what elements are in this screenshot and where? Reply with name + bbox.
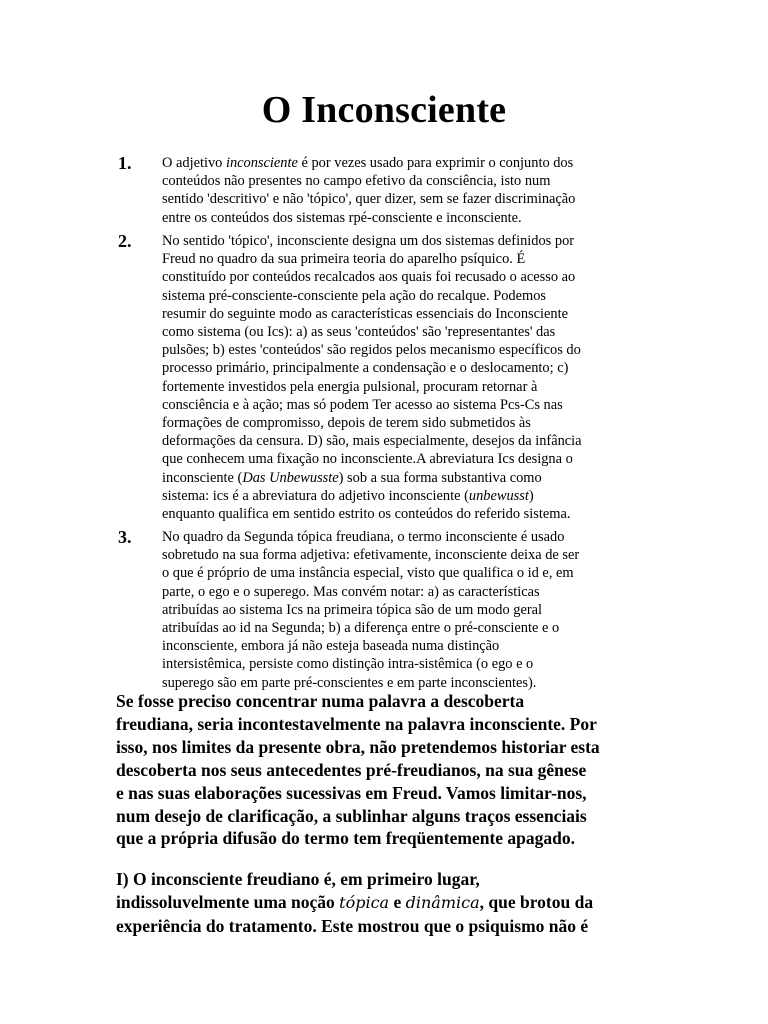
list-item-number: 3.: [118, 527, 132, 547]
text-line: [162, 396, 662, 414]
text-run: processo primário, principalmente a condensação e o deslocamento; c): [162, 360, 569, 377]
text-line: [162, 250, 662, 268]
text-run: e: [389, 891, 406, 912]
text-run: atribuídas ao id na Segunda; b) a diferença entre o pré-consciente e o: [162, 620, 560, 637]
text-run: O adjetivo: [162, 155, 226, 171]
text-line: [162, 655, 662, 673]
list-item-paragraph: [162, 232, 662, 523]
list-item-number: 1.: [118, 153, 132, 173]
text-line: [162, 209, 662, 227]
text-run: num desejo de clarificação, a sublinhar alguns traços essenciais: [116, 805, 587, 826]
text-line: [162, 154, 662, 172]
italic-term: inconsciente: [225, 155, 298, 171]
text-run: freudiana, seria incontestavelmente na palavra inconsciente. Por: [116, 713, 597, 734]
text-run: resumir do seguinte modo as características essenciais do Inconsciente: [162, 305, 568, 322]
text-run: atribuídas ao sistema Ics na primeira tópica são de um modo geral: [162, 601, 543, 618]
text-line: [162, 190, 662, 208]
text-run: experiência do tratamento. Este mostrou que o psiquismo não é: [116, 915, 589, 936]
text-run: ): [528, 487, 534, 504]
text-run: descoberta nos seus antecedentes pré-freudianos, na sua gênese: [116, 759, 587, 780]
text-run: enquanto qualifica em sentido estrito os conteúdos do referido sistema.: [162, 506, 571, 523]
text-run: que conhecem uma fixação no inconsciente.A abreviatura Ics designa o: [162, 451, 573, 468]
italic-term: tópica: [339, 892, 390, 912]
text-run: , que brotou da: [479, 891, 594, 912]
text-line: [162, 232, 662, 250]
body-paragraph: [116, 868, 656, 938]
text-line: [116, 915, 656, 938]
italic-term: Das Unbewusste: [242, 469, 339, 486]
text-line: [162, 505, 662, 523]
text-run: que a própria difusão do termo tem freqüentemente apagado.: [116, 828, 576, 849]
text-line: [162, 172, 662, 190]
text-run: sobretudo na sua forma adjetiva: efetivamente, inconsciente deixa de ser: [162, 547, 580, 564]
text-line: [116, 782, 656, 805]
text-line: [162, 619, 662, 637]
text-line: [116, 827, 656, 850]
text-line: [162, 378, 662, 396]
text-run: intersistêmica, persiste como distinção intra-sistêmica (o ego e o: [162, 656, 534, 673]
text-line: [116, 736, 656, 759]
text-run: entre os conteúdos dos sistemas rpé-consciente e inconsciente.: [162, 209, 522, 226]
body-paragraph: [116, 690, 656, 850]
text-line: [162, 583, 662, 601]
list-item-paragraph: [162, 528, 662, 692]
text-line: [162, 323, 662, 341]
text-run: ) sob a sua forma substantiva como: [338, 469, 542, 486]
text-run: No quadro da Segunda tópica freudiana, o termo inconsciente é usado: [162, 529, 565, 545]
text-run: e nas suas elaborações sucessivas em Freud. Vamos limitar-nos,: [116, 782, 587, 803]
text-run: pulsões; b) estes 'conteúdos' são regidos pelos mecanismo específicos do: [162, 342, 581, 359]
text-run: como sistema (ou Ics): a) as seus 'conteúdos' são 'representantes' das: [162, 324, 556, 341]
text-run: conteúdos não presentes no campo efetivo da consciência, isto num: [162, 173, 551, 190]
text-run: consciência e à ação; mas só podem Ter acesso ao sistema Pcs-Cs nas: [162, 396, 563, 413]
text-line: [116, 891, 656, 915]
text-line: [162, 414, 662, 432]
text-run: parte, o ego e o superego. Mas convém notar: a) as características: [162, 583, 540, 600]
text-run: constituído por conteúdos recalcados aos quais foi recusado o acesso ao: [162, 269, 576, 286]
text-line: [162, 564, 662, 582]
text-run: sistema: ics é a abreviatura do adjetivo inconsciente (: [162, 487, 469, 504]
page-title: O Inconsciente: [261, 89, 507, 131]
text-line: [162, 546, 662, 564]
text-line: [162, 359, 662, 377]
text-line: [162, 469, 662, 487]
text-run: o que é próprio de uma instância especial, visto que qualifica o id e, em: [162, 565, 574, 582]
text-line: [162, 287, 662, 305]
text-line: [116, 868, 656, 891]
text-run: inconsciente, embora já não esteja baseada numa distinção: [162, 638, 500, 655]
text-line: [162, 450, 662, 468]
list-item-paragraph: [162, 154, 662, 227]
text-run: formações de compromisso, depois de terem sido submetidos às: [162, 415, 531, 432]
text-line: [116, 805, 656, 828]
text-run: indissoluvelmente uma noção: [116, 891, 340, 912]
text-run: deformações da censura. D) são, mais especialmente, desejos da infância: [162, 433, 582, 450]
text-run: isso, nos limites da presente obra, não pretendemos historiar esta: [116, 736, 600, 757]
text-line: [162, 305, 662, 323]
italic-term: unbewusst: [468, 487, 529, 504]
text-line: [162, 487, 662, 505]
text-run: sentido 'descritivo' e não 'tópico', quer dizer, sem se fazer discriminação: [162, 191, 576, 208]
text-line: [162, 432, 662, 450]
text-run: inconsciente (: [162, 469, 243, 486]
text-line: [162, 341, 662, 359]
text-run: I) O inconsciente freudiano é, em primeiro lugar,: [116, 869, 480, 889]
italic-term: dinâmica: [405, 892, 480, 912]
text-run: No sentido 'tópico', inconsciente designa um dos sistemas definidos por: [162, 233, 575, 249]
text-line: [162, 268, 662, 286]
text-run: Se fosse preciso concentrar numa palavra a descoberta: [116, 691, 525, 711]
text-run: fortemente investidos pela energia pulsional, procuram retornar à: [162, 378, 538, 395]
text-run: superego são em parte pré-conscientes e em parte inconscientes).: [162, 674, 537, 691]
text-line: [162, 637, 662, 655]
text-line: [162, 528, 662, 546]
text-run: sistema pré-consciente-consciente pela ação do recalque. Podemos: [162, 287, 546, 304]
text-line: [116, 690, 656, 713]
text-line: [162, 601, 662, 619]
text-run: é por vezes usado para exprimir o conjunto dos: [297, 155, 574, 171]
text-line: [116, 713, 656, 736]
list-item-number: 2.: [118, 231, 132, 251]
text-line: [116, 759, 656, 782]
text-run: Freud no quadro da sua primeira teoria do aparelho psíquico. É: [162, 251, 526, 268]
